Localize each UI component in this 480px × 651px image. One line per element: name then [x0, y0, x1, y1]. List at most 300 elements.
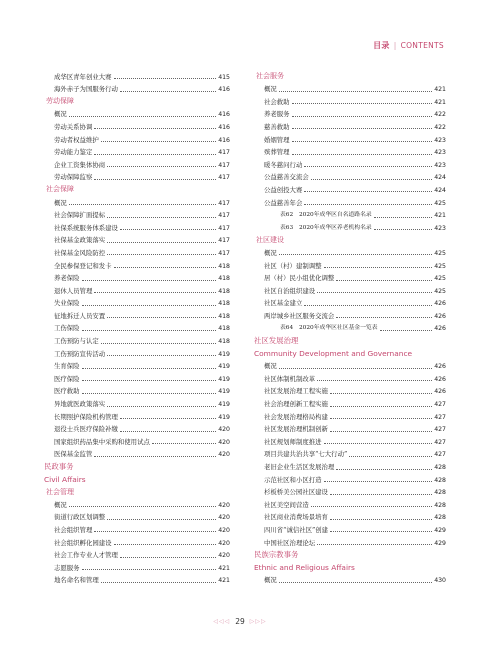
- toc-entry[interactable]: [254, 81, 446, 94]
- toc-page-number: 430: [434, 577, 446, 585]
- toc-page-number: 428: [434, 514, 446, 522]
- toc-entry-title: 工伤预防与认定: [54, 337, 99, 346]
- toc-entry-title: 社区体制机制改革: [264, 374, 316, 383]
- toc-entry-title: 劳动保障监察: [54, 173, 93, 182]
- subsection-heading-text: 社区建设: [256, 235, 284, 244]
- toc-page-number: 419: [218, 375, 230, 383]
- toc-page-number: 421: [434, 212, 446, 220]
- toc-entry[interactable]: [44, 68, 230, 81]
- toc-entry[interactable]: [254, 421, 446, 434]
- toc-entry[interactable]: [44, 320, 230, 333]
- toc-entry-title: 社区美空间营造: [264, 500, 309, 509]
- toc-page-number: 425: [434, 262, 446, 270]
- toc-entry[interactable]: [44, 534, 230, 547]
- dot-leader: [94, 292, 216, 293]
- toc-page-number: 428: [434, 464, 446, 471]
- header-title-zh: 目录: [373, 41, 390, 50]
- dot-leader: [69, 506, 216, 507]
- toc-entry[interactable]: [254, 194, 446, 207]
- toc-entry-title: 社会救助: [264, 97, 290, 106]
- toc-entry-title: 海外赤子为国服务行动: [54, 85, 118, 94]
- toc-entry[interactable]: [254, 93, 446, 106]
- toc-entry[interactable]: [44, 433, 230, 446]
- toc-page-number: 425: [434, 275, 446, 283]
- dot-leader: [324, 481, 433, 482]
- toc-page-number: 420: [218, 426, 230, 434]
- toc-entry[interactable]: [254, 521, 446, 534]
- toc-entry-title: 表63 2020年成华区养老机构名录: [280, 224, 372, 231]
- toc-entry-title: 征地拆迁人员安置: [54, 311, 106, 320]
- toc-entry[interactable]: [254, 295, 446, 308]
- dot-leader: [317, 292, 432, 293]
- dot-leader: [94, 154, 216, 155]
- toc-entry-title: 社区发展治理机制创新: [264, 425, 328, 434]
- toc-entry-title: 工伤保险: [54, 324, 80, 333]
- toc-entry[interactable]: [254, 509, 446, 522]
- toc-page-number: 428: [434, 501, 446, 509]
- toc-entry[interactable]: [44, 559, 230, 572]
- toc-entry[interactable]: [254, 358, 446, 371]
- toc-entry[interactable]: [254, 446, 446, 459]
- toc-page-number: 419: [218, 363, 230, 371]
- toc-entry[interactable]: [44, 521, 230, 534]
- toc-entry[interactable]: [44, 282, 230, 295]
- toc-entry-title: 概况: [264, 576, 277, 585]
- toc-entry[interactable]: [44, 345, 230, 358]
- dot-leader: [380, 330, 433, 331]
- toc-entry[interactable]: [44, 270, 230, 283]
- toc-entry-title: 社会发展治理格局构建: [264, 412, 328, 421]
- toc-entry-title: 婚姻管理: [264, 135, 290, 144]
- toc-page-number: 418: [218, 287, 230, 295]
- toc-entry[interactable]: [254, 118, 446, 131]
- toc-entry-title: 社区基金建立: [264, 299, 303, 308]
- toc-page-number: 423: [434, 224, 446, 232]
- toc-page-number: 421: [218, 564, 230, 572]
- dot-leader: [324, 443, 433, 444]
- toc-page-number: 419: [218, 350, 230, 358]
- toc-entry[interactable]: [44, 446, 230, 459]
- toc-page-number: 427: [434, 426, 446, 434]
- toc-entry-title: 社保基金政策落实: [54, 236, 106, 245]
- toc-entry[interactable]: [254, 471, 446, 484]
- toc-entry[interactable]: [254, 169, 446, 182]
- toc-page-number: 423: [434, 136, 446, 144]
- dot-leader: [336, 317, 432, 318]
- toc-entry-title: 示范社区和小区打造: [264, 475, 322, 484]
- dot-leader: [317, 380, 432, 381]
- toc-section-heading: [44, 471, 230, 484]
- toc-page-number: 426: [434, 312, 446, 320]
- dot-leader: [304, 204, 432, 205]
- toc-subsection-heading: [254, 232, 446, 245]
- toc-entry[interactable]: [254, 244, 446, 257]
- toc-entry[interactable]: [254, 181, 446, 194]
- dot-leader: [114, 544, 217, 545]
- toc-entry-title: 社区（村）建制调整: [264, 261, 322, 270]
- dot-leader: [330, 393, 432, 394]
- toc-entry-title: 企业工资集体协商: [54, 160, 106, 169]
- toc-page-number: 429: [434, 526, 446, 534]
- toc-entry[interactable]: [44, 106, 230, 119]
- toc-entry-title: 医保基金监管: [54, 450, 93, 459]
- dot-leader: [107, 406, 216, 407]
- dot-leader: [114, 78, 217, 79]
- toc-page-number: 428: [434, 489, 446, 497]
- toc-entry-title: 社区商业消费场景培育: [264, 513, 328, 522]
- toc-entry-title: 慈善救助: [264, 122, 290, 131]
- toc-entry-title: 全民参保登记和发卡: [54, 261, 112, 270]
- toc-entry-title: 社会组织管理: [54, 525, 93, 534]
- section-heading-text: Civil Affairs: [44, 474, 86, 484]
- toc-entry[interactable]: [254, 270, 446, 283]
- toc-page-number: 418: [218, 325, 230, 333]
- toc-page-number: 416: [218, 136, 230, 144]
- toc-entry-title: 暖冬慈问行动: [264, 160, 303, 169]
- toc-entry-title: 两岸城乡社区服务交流会: [264, 311, 335, 320]
- toc-entry[interactable]: [44, 131, 230, 144]
- dot-leader: [82, 569, 217, 570]
- toc-table-entry[interactable]: [254, 207, 446, 220]
- toc-entry-title: 社会工作专业人才管理: [54, 551, 118, 560]
- toc-entry-title: 老旧企业生活区发展治理: [264, 463, 335, 471]
- subsection-heading-text: 社会保障: [46, 185, 74, 194]
- section-heading-text: 民政事务: [44, 462, 74, 471]
- dot-leader: [304, 191, 432, 192]
- dot-leader: [94, 531, 216, 532]
- dot-leader: [330, 418, 432, 419]
- toc-entry[interactable]: [254, 307, 446, 320]
- toc-page-number: 417: [218, 224, 230, 232]
- toc-page-number: 416: [218, 86, 230, 94]
- toc-page-number: 420: [218, 501, 230, 509]
- dot-leader: [107, 317, 216, 318]
- dot-leader: [330, 494, 432, 495]
- toc-page-number: 426: [434, 363, 446, 371]
- toc-entry[interactable]: [44, 370, 230, 383]
- toc-page-number: 427: [434, 451, 446, 459]
- toc-entry-title: 表62 2020年成华区自名道路名录: [280, 212, 372, 219]
- toc-page-number: 422: [434, 123, 446, 131]
- toc-entry[interactable]: [44, 509, 230, 522]
- toc-page-number: 422: [434, 111, 446, 119]
- toc-entry[interactable]: [44, 244, 230, 257]
- dot-leader: [107, 254, 216, 255]
- dot-leader: [101, 141, 216, 142]
- toc-page-number: 425: [434, 249, 446, 257]
- toc-entry[interactable]: [254, 395, 446, 408]
- toc-entry-title: 街道行政区划调整: [54, 513, 106, 522]
- toc-page-number: 420: [218, 539, 230, 547]
- dot-leader: [330, 519, 432, 520]
- toc-page-number: 429: [434, 539, 446, 547]
- toc-page-number: 423: [434, 161, 446, 169]
- toc-entry[interactable]: [44, 295, 230, 308]
- section-heading-text: Community Development and Governance: [254, 348, 413, 358]
- toc-entry-title: 社会组织孵化园建设: [54, 538, 112, 547]
- dot-leader: [107, 242, 216, 243]
- toc-entry-title: 退役士兵医疗保险补缴: [54, 425, 118, 434]
- subsection-heading-text: 社会管理: [46, 487, 74, 496]
- toc-entry-title: 社区自治组织建设: [264, 286, 316, 295]
- toc-page-number: 426: [434, 388, 446, 396]
- page-footer: [0, 617, 480, 626]
- toc-page-number: 426: [434, 325, 446, 333]
- header-title-en: CONTENTS: [400, 41, 444, 50]
- toc-entry[interactable]: [44, 219, 230, 232]
- toc-entry[interactable]: [44, 307, 230, 320]
- dot-leader: [107, 355, 216, 356]
- toc-page-number: 420: [218, 552, 230, 560]
- toc-entry[interactable]: [254, 433, 446, 446]
- toc-entry[interactable]: [44, 156, 230, 169]
- toc-entry-title: 项目共建共治共享“七大行动”: [264, 450, 348, 459]
- toc-entry[interactable]: [254, 408, 446, 421]
- toc-page-number: 426: [434, 375, 446, 383]
- dot-leader: [324, 267, 433, 268]
- toc-entry[interactable]: [254, 572, 446, 585]
- dot-leader: [374, 217, 432, 218]
- toc-page-number: 417: [218, 149, 230, 157]
- toc-page-number: 417: [218, 212, 230, 220]
- toc-entry-title: 异地就医政策落实: [54, 400, 106, 409]
- toc-entry[interactable]: [254, 156, 446, 169]
- footer-left-ornament: ◁◁◁: [213, 618, 231, 625]
- dot-leader: [107, 519, 216, 520]
- toc-entry-title: 中国社区治理论坛: [264, 538, 316, 547]
- dot-leader: [292, 141, 433, 142]
- toc-entry-title: 长期照护保险机构管理: [54, 412, 118, 421]
- toc-entry[interactable]: [44, 572, 230, 585]
- toc-entry-title: 劳动关系协调: [54, 122, 93, 131]
- toc-entry[interactable]: [254, 131, 446, 144]
- toc-entry[interactable]: [44, 421, 230, 434]
- section-heading-text: 社区发展治理: [254, 336, 299, 346]
- toc-entry[interactable]: [44, 257, 230, 270]
- dot-leader: [279, 91, 432, 92]
- toc-page-number: 419: [218, 388, 230, 396]
- toc-entry-title: 概况: [54, 500, 67, 509]
- dot-leader: [311, 506, 432, 507]
- dot-leader: [107, 217, 216, 218]
- dot-leader: [120, 557, 216, 558]
- dot-leader: [101, 582, 216, 583]
- toc-entry-title: 公益慈善交流会: [264, 173, 309, 182]
- dot-leader: [304, 166, 432, 167]
- toc-entry[interactable]: [44, 395, 230, 408]
- toc-page-number: 417: [218, 199, 230, 207]
- dot-leader: [82, 305, 217, 306]
- dot-leader: [311, 179, 432, 180]
- toc-subsection-heading: [44, 181, 230, 194]
- toc-entry-title: 概况: [264, 85, 277, 94]
- toc-entry-title: 四川省“诚信社区”创建: [264, 525, 329, 534]
- toc-entry-title: 医疗救助: [54, 387, 80, 396]
- dot-leader: [279, 582, 432, 583]
- dot-leader: [152, 443, 216, 444]
- toc-entry[interactable]: [44, 232, 230, 245]
- toc-page-number: 428: [434, 476, 446, 484]
- toc-page-number: 418: [218, 338, 230, 346]
- toc-entry[interactable]: [254, 484, 446, 497]
- toc-entry-title: 公益慈善年会: [264, 198, 303, 207]
- toc-subsection-heading: [44, 93, 230, 106]
- toc-entry[interactable]: [254, 106, 446, 119]
- toc-page-number: 426: [434, 300, 446, 308]
- dot-leader: [330, 406, 432, 407]
- dot-leader: [374, 229, 432, 230]
- toc-entry-title: 概况: [264, 248, 277, 257]
- toc-page-number: 425: [434, 287, 446, 295]
- toc-page-number: 421: [218, 577, 230, 585]
- toc-page-number: 427: [434, 438, 446, 446]
- dot-leader: [330, 531, 432, 532]
- toc-page-number: 424: [434, 174, 446, 182]
- dot-leader: [292, 116, 433, 117]
- dot-leader: [82, 368, 217, 369]
- toc-entry[interactable]: [254, 282, 446, 295]
- toc-section-heading: [254, 547, 446, 560]
- toc-entry-title: 国家组织药品集中采购和使用试点: [54, 437, 150, 446]
- toc-entry-title: 表64 2020年成华区社区基金一览表: [280, 325, 378, 332]
- toc-entry[interactable]: [44, 118, 230, 131]
- toc-entry-title: 概况: [264, 362, 277, 371]
- toc-page-number: 418: [218, 262, 230, 270]
- toc-page-number: 416: [218, 111, 230, 119]
- toc-entry[interactable]: [254, 534, 446, 547]
- toc-page-number: 421: [434, 86, 446, 94]
- toc-entry-title: 医疗保险: [54, 374, 80, 383]
- toc-entry-title: 殡葬管理: [264, 148, 290, 157]
- toc-entry[interactable]: [44, 408, 230, 421]
- contents-header: [373, 40, 444, 51]
- dot-leader: [82, 393, 217, 394]
- dot-leader: [330, 431, 432, 432]
- toc-entry[interactable]: [44, 547, 230, 560]
- dot-leader: [336, 469, 432, 470]
- toc-entry-title: 社会治理创新工程实施: [264, 400, 328, 409]
- toc-page-number: 427: [434, 401, 446, 409]
- toc-page-number: 420: [218, 526, 230, 534]
- toc-page-number: 424: [434, 186, 446, 194]
- footer-right-ornament: ▷▷▷: [249, 618, 267, 625]
- toc-page-number: 417: [218, 249, 230, 257]
- toc-entry-title: 概况: [54, 110, 67, 119]
- toc-entry[interactable]: [44, 207, 230, 220]
- right-toc-column: [254, 68, 446, 584]
- toc-entry-title: 社保系统服务体系建设: [54, 223, 118, 232]
- toc-page-number: 418: [218, 300, 230, 308]
- toc-page-number: 419: [218, 401, 230, 409]
- toc-entry[interactable]: [44, 169, 230, 182]
- dot-leader: [304, 305, 432, 306]
- toc-page-number: 417: [218, 161, 230, 169]
- toc-entry[interactable]: [44, 194, 230, 207]
- toc-entry[interactable]: [254, 496, 446, 509]
- toc-section-heading: [254, 332, 446, 345]
- page-number: 29: [235, 617, 245, 626]
- toc-page-number: 416: [218, 123, 230, 131]
- toc-entry-title: 养老服务: [264, 110, 290, 119]
- left-toc-column: [44, 68, 230, 584]
- dot-leader: [336, 280, 432, 281]
- dot-leader: [69, 204, 216, 205]
- toc-entry[interactable]: [254, 458, 446, 471]
- toc-entry[interactable]: [44, 358, 230, 371]
- toc-section-heading: [254, 345, 446, 358]
- toc-entry-title: 居（村）民小组优化调整: [264, 274, 335, 283]
- dot-leader: [82, 330, 217, 331]
- toc-page-number: 418: [218, 312, 230, 320]
- toc-entry-title: 养老保险: [54, 274, 80, 283]
- toc-entry[interactable]: [254, 370, 446, 383]
- dot-leader: [69, 116, 216, 117]
- toc-entry[interactable]: [44, 144, 230, 157]
- toc-page-number: 423: [434, 149, 446, 157]
- dot-leader: [114, 267, 217, 268]
- toc-table-entry[interactable]: [254, 320, 446, 333]
- dot-leader: [349, 456, 432, 457]
- dot-leader: [107, 166, 216, 167]
- dot-leader: [292, 103, 433, 104]
- toc-subsection-heading: [254, 68, 446, 81]
- toc-subsection-heading: [44, 484, 230, 497]
- toc-entry[interactable]: [254, 257, 446, 270]
- dot-leader: [82, 280, 217, 281]
- toc-page-number: 417: [218, 174, 230, 182]
- toc-page-number: 420: [218, 514, 230, 522]
- toc-entry-title: 退休人员管理: [54, 286, 93, 295]
- toc-entry-title: 劳动能力鉴定: [54, 148, 93, 157]
- toc-entry[interactable]: [44, 81, 230, 94]
- toc-page-number: 418: [218, 275, 230, 283]
- toc-page-number: 420: [218, 451, 230, 459]
- toc-section-heading: [44, 458, 230, 471]
- dot-leader: [94, 179, 216, 180]
- toc-entry-title: 生育保险: [54, 362, 80, 371]
- dot-leader: [101, 343, 216, 344]
- toc-entry-title: 杉板桥美公园社区建设: [264, 488, 328, 497]
- dot-leader: [279, 368, 432, 369]
- toc-entry-title: 地名命名和管理: [54, 576, 99, 585]
- toc-table-entry[interactable]: [254, 219, 446, 232]
- dot-leader: [279, 254, 432, 255]
- toc-entry[interactable]: [254, 383, 446, 396]
- dot-leader: [120, 91, 216, 92]
- toc-page-number: 417: [218, 237, 230, 245]
- toc-entry-title: 劳动者权益维护: [54, 135, 99, 144]
- toc-page-number: 419: [218, 413, 230, 421]
- dot-leader: [120, 229, 216, 230]
- toc-entry-title: 成华区青年创业大赛: [54, 72, 112, 81]
- toc-entry[interactable]: [44, 332, 230, 345]
- dot-leader: [82, 380, 217, 381]
- toc-entry-title: 公益创投大赛: [264, 185, 303, 194]
- dot-leader: [120, 431, 216, 432]
- toc-entry-title: 社保基金风险防控: [54, 248, 106, 257]
- toc-entry-title: 概况: [54, 198, 67, 207]
- toc-entry[interactable]: [44, 496, 230, 509]
- toc-entry[interactable]: [254, 144, 446, 157]
- toc-entry-title: 志愿服务: [54, 563, 80, 572]
- dot-leader: [292, 128, 433, 129]
- toc-entry-title: 社区发展治理工程实施: [264, 387, 328, 396]
- toc-page-number: 415: [218, 73, 230, 81]
- toc-entry-title: 社会保障扩面提标: [54, 211, 106, 220]
- toc-entry-title: 工伤预防宣传活动: [54, 349, 106, 358]
- toc-entry[interactable]: [44, 383, 230, 396]
- toc-section-heading: [254, 559, 446, 572]
